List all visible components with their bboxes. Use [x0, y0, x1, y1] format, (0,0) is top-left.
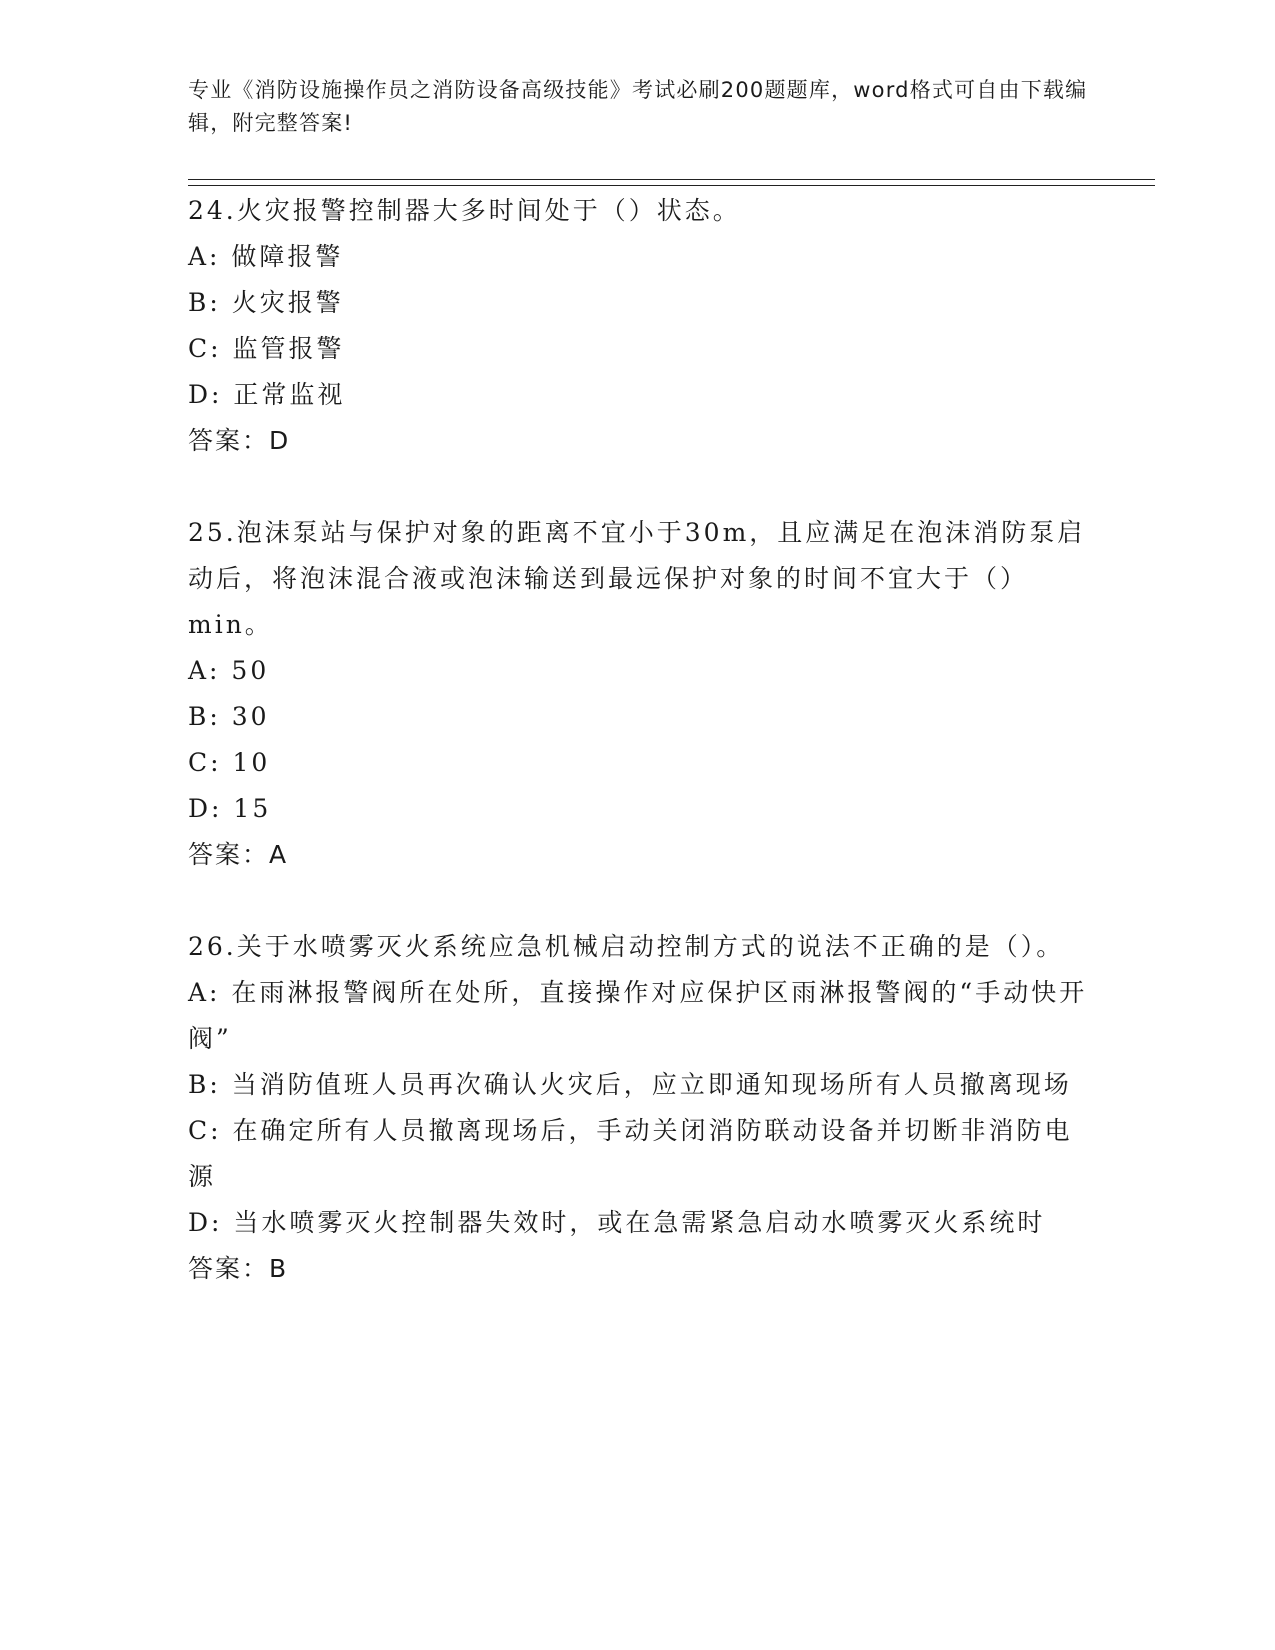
- question-24: [188, 188, 1088, 464]
- option-b: B: 当消防值班人员再次确认火灾后，应立即通知现场所有人员撤离现场: [188, 1070, 1072, 1099]
- option-d: D: 当水喷雾灭火控制器失效时，或在急需紧急启动水喷雾灭火系统时: [188, 1208, 1046, 1237]
- option-a: A: 在雨淋报警阀所在处所，直接操作对应保护区雨淋报警阀的“手动快开阀”: [188, 978, 1088, 1053]
- option-b: B: 30: [188, 702, 270, 731]
- option-c: C: 10: [188, 748, 271, 777]
- answer-line: 答案：D: [188, 426, 291, 455]
- header-divider-top: [188, 179, 1155, 180]
- question-text: 26.关于水喷雾灭火系统应急机械启动控制方式的说法不正确的是（）。: [188, 932, 1065, 961]
- option-a: A: 50: [188, 656, 270, 685]
- option-a: A: 做障报警: [188, 242, 344, 271]
- question-list: [188, 188, 1088, 1338]
- question-text: 24.火灾报警控制器大多时间处于（）状态。: [188, 196, 741, 225]
- answer-line: 答案：B: [188, 1254, 289, 1283]
- question-25: [188, 510, 1088, 878]
- header-divider-bottom: [188, 185, 1155, 186]
- option-d: D: 15: [188, 794, 272, 823]
- answer-line: 答案：A: [188, 840, 289, 869]
- option-d: D: 正常监视: [188, 380, 346, 409]
- option-c: C: 监管报警: [188, 334, 345, 363]
- option-c: C: 在确定所有人员撤离现场后，手动关闭消防联动设备并切断非消防电源: [188, 1116, 1073, 1191]
- document-header: 专业《消防设施操作员之消防设备高级技能》考试必刷200题题库，word格式可自由下载编辑，附完整答案!: [188, 78, 1088, 135]
- option-b: B: 火灾报警: [188, 288, 344, 317]
- question-text: 25.泡沫泵站与保护对象的距离不宜小于30m，且应满足在泡沫消防泵启动后，将泡沫混合液或泡沫输送到最远保护对象的时间不宜大于（）min。: [188, 518, 1086, 639]
- question-26: [188, 924, 1088, 1292]
